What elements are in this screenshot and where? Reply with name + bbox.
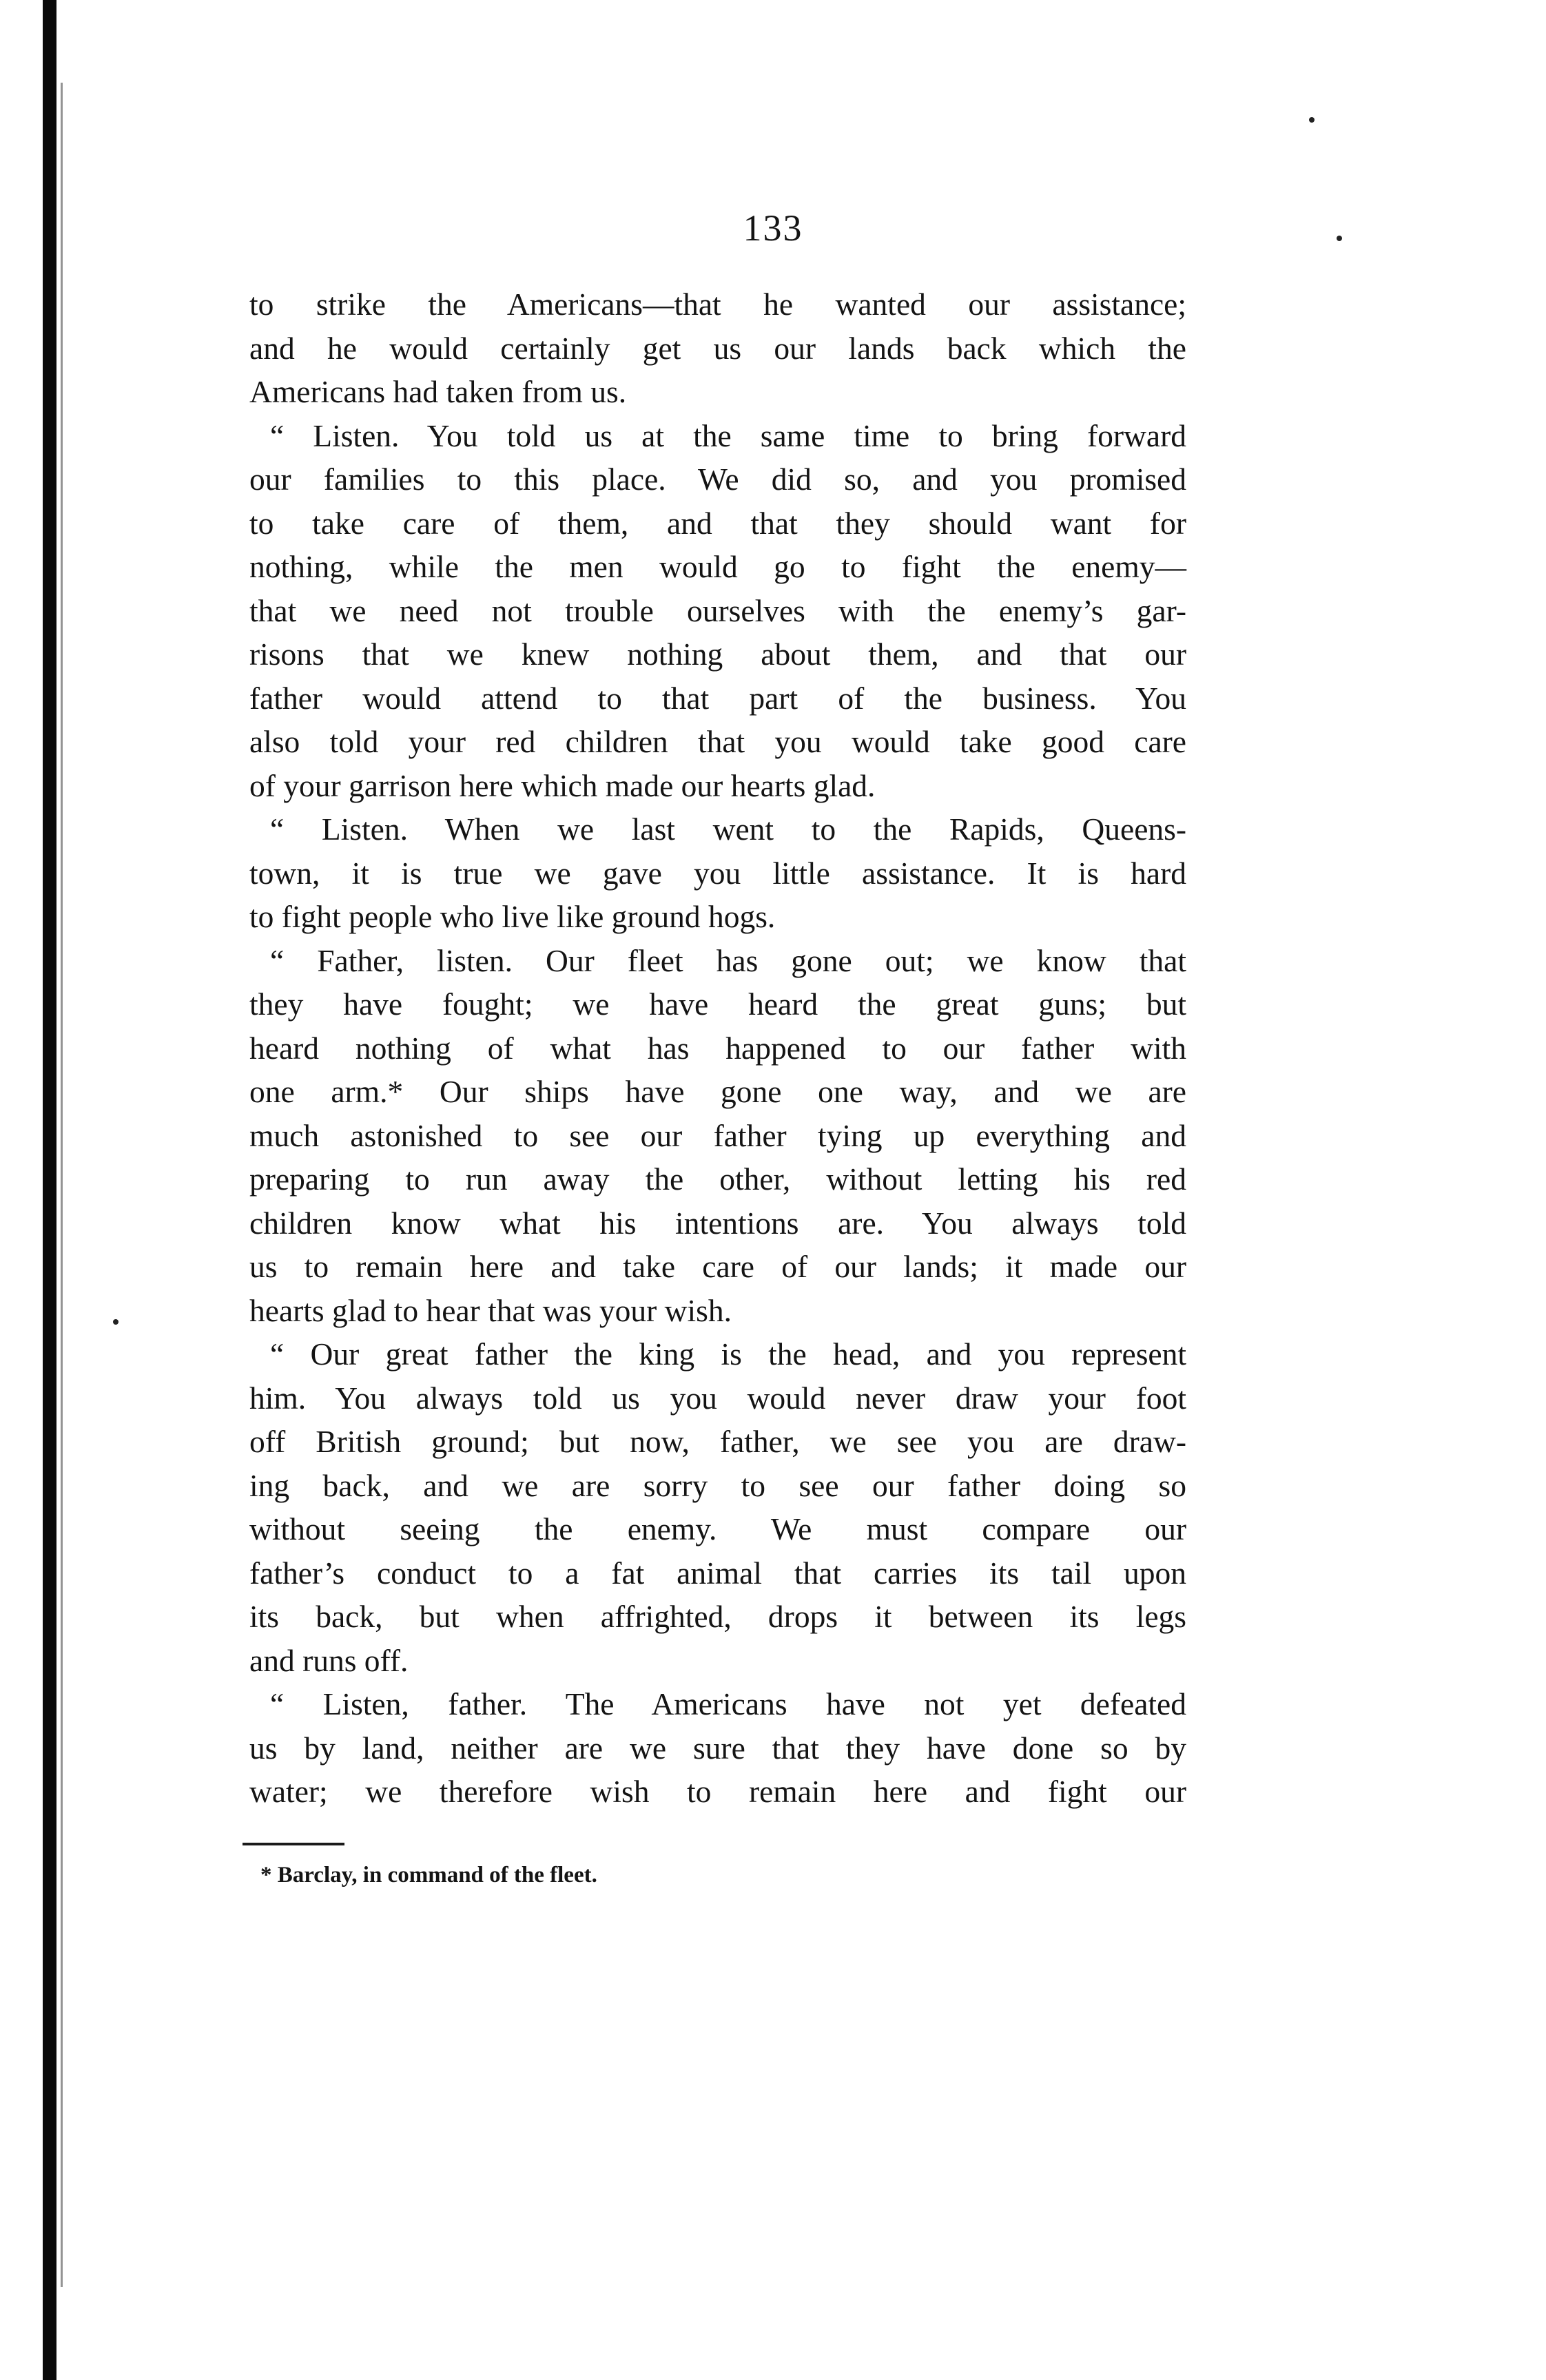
text-line: ing back, and we are sorry to see our father doing so (249, 1467, 1186, 1503)
footnote-rule (243, 1843, 344, 1845)
text-line: to take care of them, and that they should want for (249, 505, 1186, 541)
text-line: our families to this place. We did so, and you promised (249, 462, 1186, 497)
print-speck (113, 1319, 118, 1325)
text-line: town, it is true we gave you little assistance. It is hard (249, 855, 1186, 891)
text-line: Americans had taken from us. (249, 374, 627, 409)
text-line: “ Listen. When we last went to the Rapids, Queens- (270, 811, 1186, 847)
text-line: and he would certainly get us our lands back which the (249, 330, 1186, 366)
text-line: father’s conduct to a fat animal that carries its tail upon (249, 1555, 1186, 1591)
text-line: much astonished to see our father tying up everything and (249, 1117, 1186, 1153)
page-binding-shadow (61, 83, 63, 2287)
text-line: to fight people who live like ground hogs. (249, 899, 776, 934)
text-line: us by land, neither are we sure that they have done so by (249, 1730, 1186, 1766)
text-line: father would attend to that part of the business. You (249, 680, 1186, 716)
text-line: “ Our great father the king is the head, and you represent (270, 1336, 1186, 1372)
page-binding-edge (43, 0, 56, 2380)
body-text (249, 282, 1186, 1814)
footnote: * Barclay, in command of the fleet. (260, 1863, 597, 1887)
text-line: off British ground; but now, father, we see you are draw- (249, 1424, 1186, 1459)
text-line: us to remain here and take care of our lands; it made our (249, 1249, 1186, 1284)
text-line: “ Father, listen. Our fleet has gone out; we know that (270, 942, 1186, 978)
text-line: to strike the Americans—that he wanted our assistance; (249, 287, 1186, 322)
text-line: they have fought; we have heard the great guns; but (249, 986, 1186, 1022)
text-line: one arm.* Our ships have gone one way, and we are (249, 1074, 1186, 1109)
text-line: heard nothing of what has happened to our father with (249, 1030, 1186, 1066)
text-line: water; we therefore wish to remain here and fight our (249, 1774, 1186, 1809)
page-number: 133 (743, 207, 803, 249)
text-line: children know what his intentions are. You always told (249, 1205, 1186, 1241)
text-line: nothing, while the men would go to fight the enemy— (249, 549, 1186, 584)
text-line: “ Listen, father. The Americans have not yet defeated (270, 1686, 1186, 1721)
text-line: without seeing the enemy. We must compare our (249, 1511, 1186, 1546)
text-line: preparing to run away the other, without letting his red (249, 1161, 1186, 1197)
text-line: him. You always told us you would never draw your foot (249, 1380, 1186, 1416)
text-line: and runs off. (249, 1642, 409, 1678)
text-line: of your garrison here which made our hearts glad. (249, 767, 876, 803)
text-line: risons that we knew nothing about them, and that our (249, 637, 1186, 672)
text-line: “ Listen. You told us at the same time to bring forward (270, 417, 1186, 453)
text-line: its back, but when affrighted, drops it between its legs (249, 1599, 1186, 1634)
text-line: also told your red children that you would take good care (249, 724, 1186, 759)
text-line: that we need not trouble ourselves with the enemy’s gar- (249, 592, 1186, 628)
print-speck (1309, 117, 1315, 123)
text-line: hearts glad to hear that was your wish. (249, 1292, 732, 1328)
